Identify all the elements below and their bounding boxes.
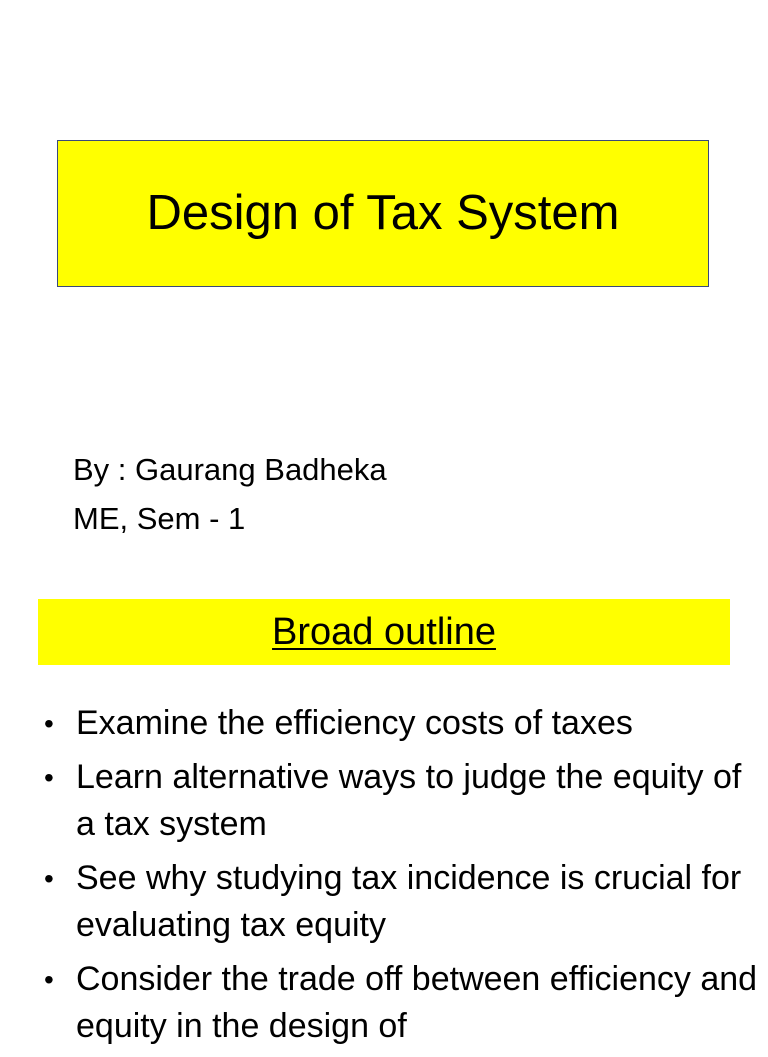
bullet-item: [44, 956, 764, 1050]
bullet-text: Consider the trade off between efficiency and equity in the design of: [76, 960, 758, 1045]
bullet-item: [44, 700, 764, 747]
bullet-text: Examine the efficiency costs of taxes: [76, 704, 633, 742]
author-line: By : Gaurang Badheka: [73, 452, 387, 487]
bullet-dot-icon: •: [44, 863, 54, 894]
section-heading-band: [38, 599, 730, 665]
bullet-dot-icon: •: [44, 762, 54, 793]
section-heading: Broad outline: [272, 611, 496, 653]
bullet-dot-icon: •: [44, 964, 54, 995]
bullet-item: [44, 754, 764, 848]
bullet-dot-icon: •: [44, 708, 54, 739]
slide-title: Design of Tax System: [146, 186, 620, 240]
title-box: [57, 140, 709, 287]
bullet-text: Learn alternative ways to judge the equity of a tax system: [76, 758, 742, 843]
course-line: ME, Sem - 1: [73, 501, 246, 536]
bullet-list: [44, 700, 764, 1057]
author-block: [73, 445, 387, 543]
bullet-text: See why studying tax incidence is crucial for evaluating tax equity: [76, 859, 742, 944]
bullet-item: [44, 855, 764, 949]
